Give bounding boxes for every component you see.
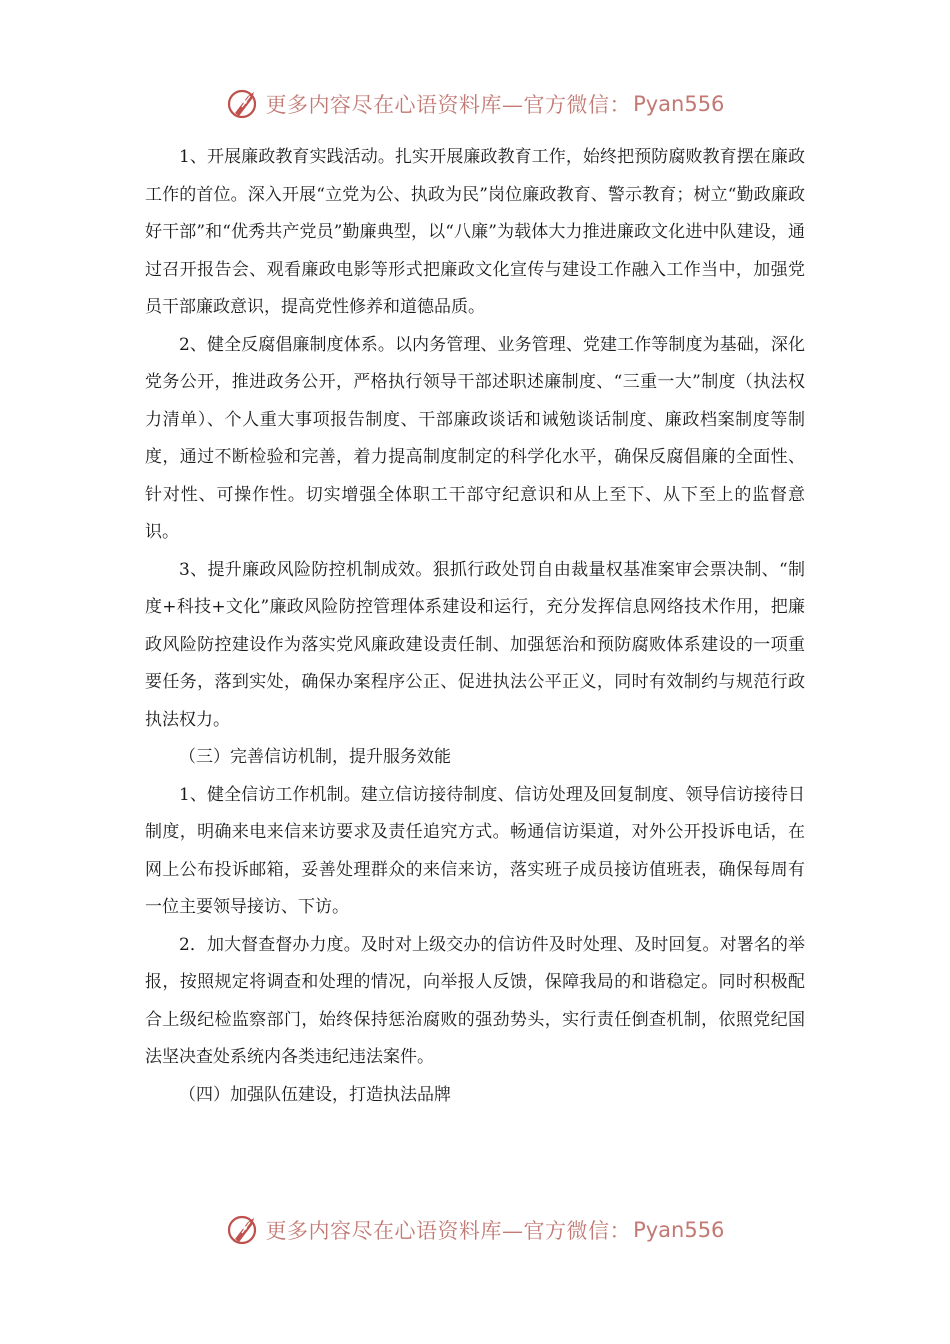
paragraph: 3、提升廉政风险防控机制成效。狠抓行政处罚自由裁量权基准案审会票决制、“制度+科技+文化”廉政风险防控管理体系建设和运行，充分发挥信息网络技术作用，把廉政风险防控建设作为落实党风廉政建设责任制、加强惩治和预防腐败体系建设的一项重要任务，落到实处，确保办案程序公正、促进执法公平正义，同时有效制约与规范行政执法权力。: [145, 559, 805, 730]
footer-wechat-id: Pyan556: [633, 1218, 725, 1242]
footer-banner: [0, 1210, 950, 1250]
paragraph: 1、健全信访工作机制。建立信访接待制度、信访处理及回复制度、领导信访接待日制度，明确来电来信来访要求及责任追究方式。畅通信访渠道，对外公开投诉电话，在网上公布投诉邮箱，妥善处理群众的来信来访，落实班子成员接访值班表，确保每周有一位主要领导接访、下访。: [145, 784, 805, 917]
header-text: 更多内容尽在心语资料库—官方微信：: [265, 93, 632, 117]
pen-nib-logo-icon: [226, 86, 262, 122]
header-wechat-id: Pyan556: [633, 92, 725, 116]
footer-text: 更多内容尽在心语资料库—官方微信：: [265, 1219, 632, 1243]
paragraph: 1、开展廉政教育实践活动。扎实开展廉政教育工作，始终把预防腐败教育摆在廉政工作的首位。深入开展“立党为公、执政为民”岗位廉政教育、警示教育；树立“勤政廉政好干部”和“优秀共产党员”勤廉典型，以“八廉”为载体大力推进廉政文化进中队建设，通过召开报告会、观看廉政电影等形式把廉政文化宣传与建设工作融入工作当中，加强党员干部廉政意识，提高党性修养和道德品质。: [145, 147, 805, 317]
section-heading: （三）完善信访机制，提升服务效能: [179, 747, 451, 767]
document-body: [145, 139, 805, 1114]
pen-nib-logo-icon: [226, 1212, 262, 1248]
header-banner: [0, 84, 950, 124]
paragraph: 2．加大督查督办力度。及时对上级交办的信访件及时处理、及时回复。对署名的举报，按照规定将调查和处理的情况，向举报人反馈，保障我局的和谐稳定。同时积极配合上级纪检监察部门，始终保持惩治腐败的强劲势头，实行责任倒查机制，依照党纪国法坚决查处系统内各类违纪违法案件。: [145, 934, 805, 1067]
paragraph: 2、健全反腐倡廉制度体系。以内务管理、业务管理、党建工作等制度为基础，深化党务公开，推进政务公开，严格执行领导干部述职述廉制度、“三重一大”制度（执法权力清单）、个人重大事项报告制度、干部廉政谈话和诫勉谈话制度、廉政档案制度等制度，通过不断检验和完善，着力提高制度制定的科学化水平，确保反腐倡廉的全面性、针对性、可操作性。切实增强全体职工干部守纪意识和从上至下、从下至上的监督意识。: [145, 334, 805, 542]
section-heading: （四）加强队伍建设，打造执法品牌: [179, 1084, 451, 1105]
